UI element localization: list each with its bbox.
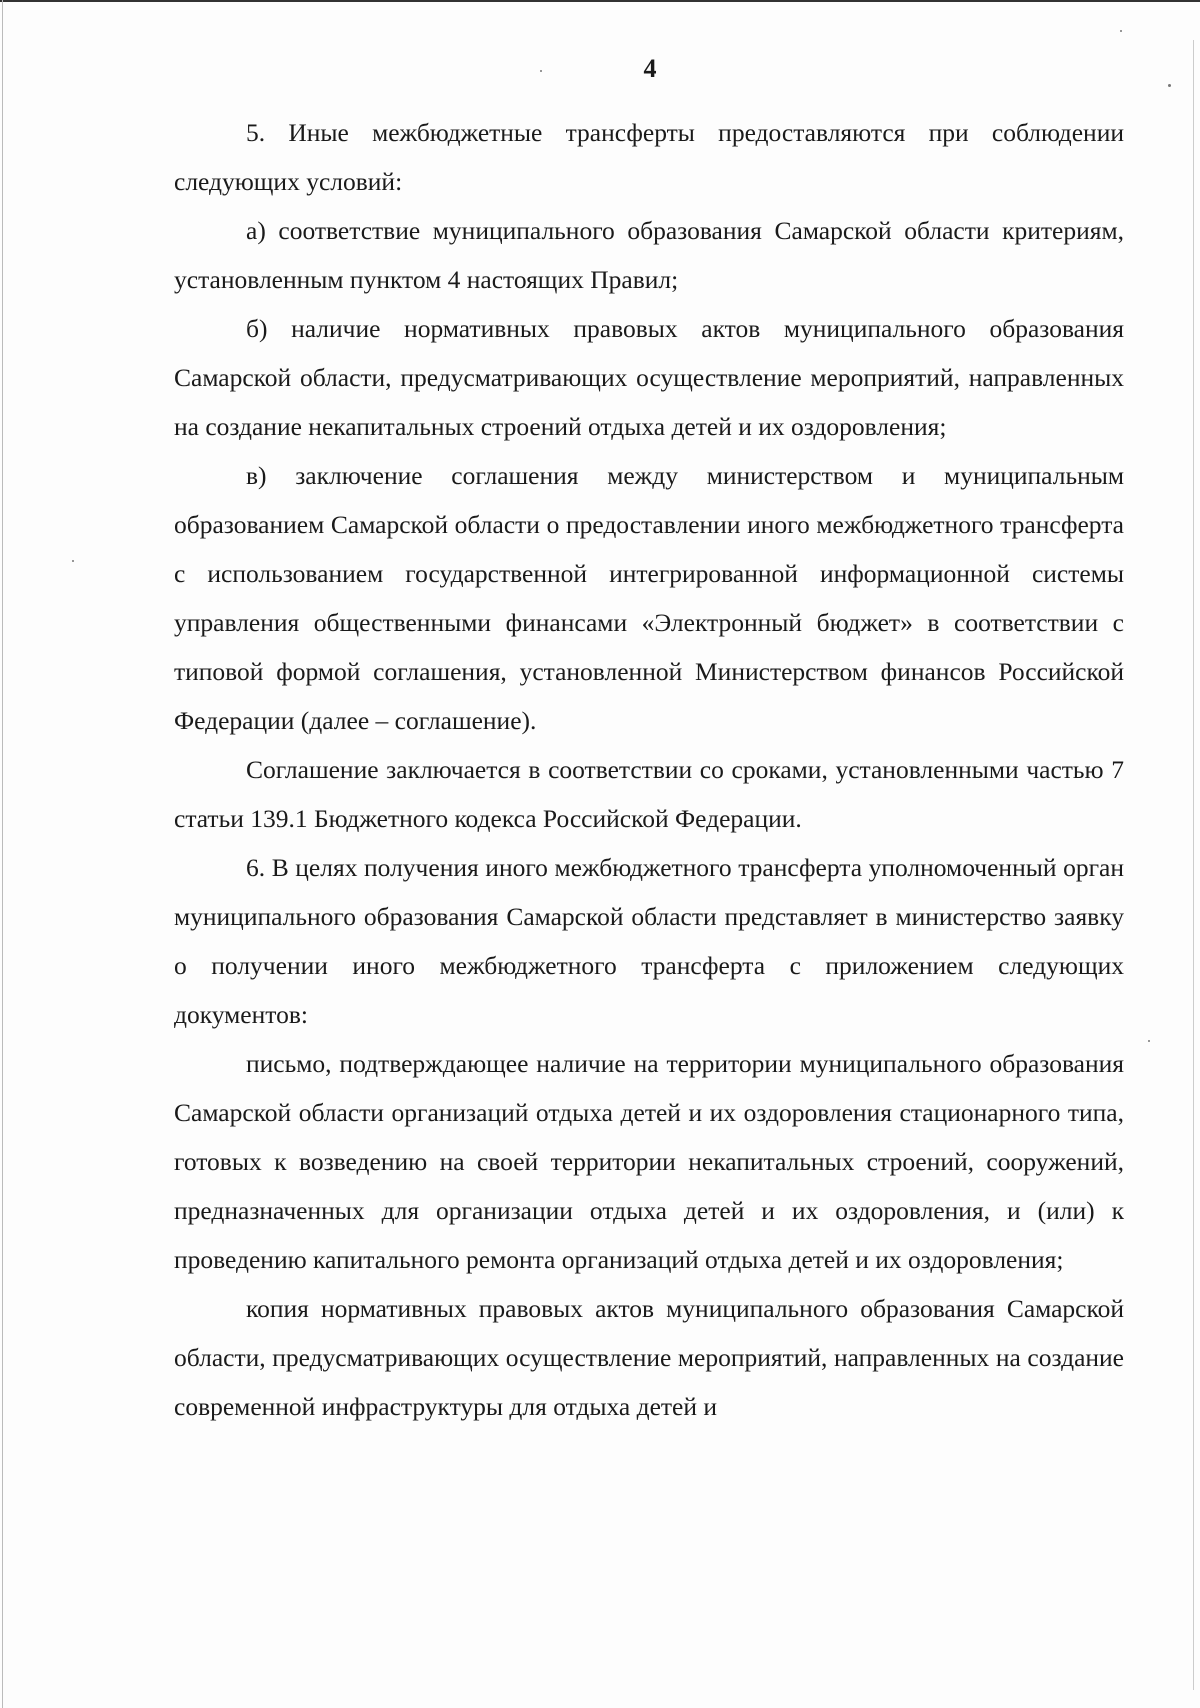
- scan-speck: [1148, 1040, 1150, 1042]
- paragraph: письмо, подтверждающее наличие на территории муниципального образования Самарской области организаций отдыха детей и их оздоровления стационарного типа, готовых к возведению на своей территории некапитальных строений, сооружений, предназначенных для организации отдыха детей и их оздоровления, и (или) к проведению капитального ремонта организаций отдыха детей и их оздоровления;: [174, 1049, 1124, 1274]
- page-number: 4: [643, 54, 657, 83]
- document-body: [174, 108, 1124, 1431]
- scan-speck: [1168, 84, 1171, 87]
- scan-edge-top: [0, 0, 1200, 2]
- scan-edge-right: [1193, 40, 1194, 1690]
- paragraph: в) заключение соглашения между министерством и муниципальным образованием Самарской области о предоставлении иного межбюджетного трансферта с использованием государственной интегрированной информационной системы управления общественными финансами «Электронный бюджет» в соответствии с типовой формой соглашения, установленной Министерством финансов Российской Федерации (далее – соглашение).: [174, 461, 1124, 735]
- paragraph: копия нормативных правовых актов муниципального образования Самарской области, предусматривающих осуществление мероприятий, направленных на создание современной инфраструктуры для отдыха детей и: [174, 1294, 1124, 1421]
- scan-speck: [1120, 30, 1122, 32]
- paragraph: 6. В целях получения иного межбюджетного трансферта уполномоченный орган муниципального образования Самарской области представляет в министерство заявку о получении иного межбюджетного трансферта с приложением следующих документов:: [174, 853, 1124, 1029]
- paragraph: 5. Иные межбюджетные трансферты предоставляются при соблюдении следующих условий:: [174, 118, 1124, 196]
- paragraph: Соглашение заключается в соответствии со сроками, установленными частью 7 статьи 139.1 Бюджетного кодекса Российской Федерации.: [174, 755, 1124, 833]
- paragraph: б) наличие нормативных правовых актов муниципального образования Самарской области, предусматривающих осуществление мероприятий, направленных на создание некапитальных строений отдыха детей и их оздоровления;: [174, 314, 1124, 441]
- scan-edge-left: [2, 0, 3, 1708]
- paragraph: а) соответствие муниципального образования Самарской области критериям, установленным пунктом 4 настоящих Правил;: [174, 216, 1124, 294]
- scan-speck: [72, 560, 74, 562]
